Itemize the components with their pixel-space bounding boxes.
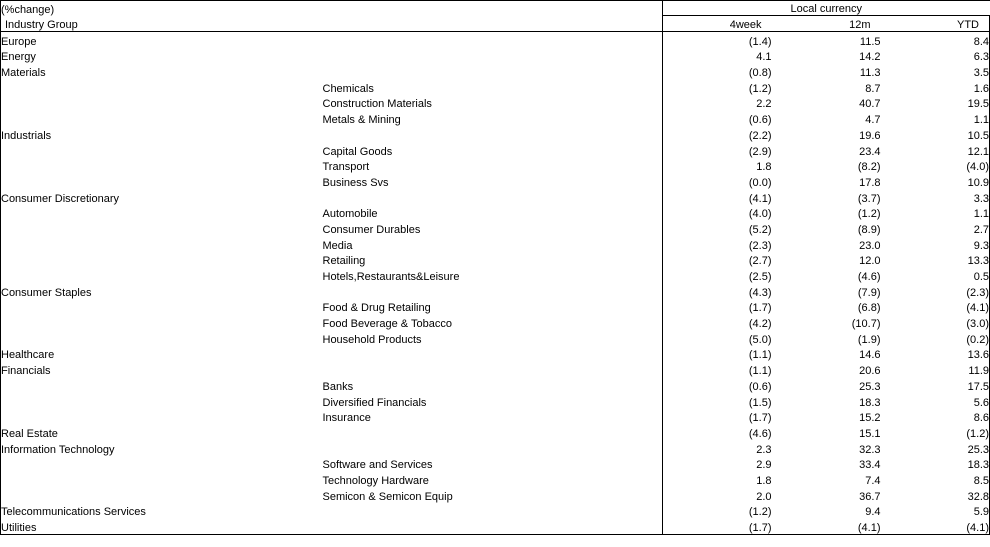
row-subgroup-label — [323, 518, 663, 534]
cell-12m: 4.7 — [865, 114, 881, 127]
table-row — [1, 330, 990, 346]
table-row — [1, 142, 990, 158]
cell-4week: (1.2) — [663, 503, 772, 519]
row-subgroup-label: Automobile — [322, 208, 378, 221]
table-row — [1, 205, 990, 221]
cell-12m: (8.9) — [857, 223, 881, 236]
cell-ytd: 2.7 — [881, 220, 990, 236]
cell-4week: 2.2 — [663, 95, 772, 111]
header-spacer — [323, 1, 663, 16]
industry-group-header: Industry Group — [1, 16, 323, 32]
cell-4week: (5.0) — [663, 330, 772, 346]
cell-12m: 19.6 — [859, 129, 881, 142]
row-group-label — [1, 79, 323, 95]
column-header-ytd: YTD — [881, 16, 990, 32]
cell-ytd: 10.5 — [881, 126, 990, 142]
row-group-label: Utilities — [1, 518, 323, 534]
row-subgroup-label — [323, 126, 663, 142]
cell-ytd: 13.3 — [881, 252, 990, 268]
cell-12m: (6.8) — [857, 302, 881, 315]
cell-ytd: 13.6 — [881, 346, 990, 362]
cell-ytd: (0.2) — [881, 330, 990, 346]
cell-12m: 15.1 — [859, 427, 881, 440]
table-row — [1, 267, 990, 283]
row-subgroup-label: Technology Hardware — [322, 474, 429, 487]
table-row — [1, 440, 990, 456]
cell-4week: (1.2) — [663, 79, 772, 95]
row-subgroup-label: Household Products — [322, 333, 422, 346]
table-row — [1, 95, 990, 111]
table-row — [1, 361, 990, 377]
cell-12m: 18.3 — [859, 396, 881, 409]
cell-12m: 14.2 — [859, 51, 881, 64]
cell-12m: 36.7 — [859, 490, 881, 503]
row-group-label: Consumer Staples — [1, 283, 323, 299]
cell-ytd: (4.1) — [881, 299, 990, 315]
table-row — [1, 126, 990, 142]
cell-ytd: 32.8 — [881, 487, 990, 503]
cell-ytd: 3.5 — [881, 63, 990, 79]
row-group-label — [1, 377, 323, 393]
cell-12m: 40.7 — [859, 98, 881, 111]
cell-12m: 15.2 — [859, 412, 881, 425]
row-group-label — [1, 393, 323, 409]
cell-4week: (2.7) — [663, 252, 772, 268]
cell-4week: (0.6) — [663, 377, 772, 393]
cell-ytd: 17.5 — [881, 377, 990, 393]
cell-12m: 20.6 — [859, 365, 881, 378]
row-subgroup-label: Semicon & Semicon Equip — [322, 490, 453, 503]
cell-4week: (2.9) — [663, 142, 772, 158]
cell-ytd: 0.5 — [881, 267, 990, 283]
cell-ytd: 12.1 — [881, 142, 990, 158]
data-rows-host — [1, 32, 990, 535]
cell-12m: (10.7) — [851, 318, 881, 331]
cell-4week: 1.8 — [663, 158, 772, 174]
cell-4week: (0.6) — [663, 110, 772, 126]
row-subgroup-label: Food & Drug Retailing — [322, 302, 431, 315]
cell-12m: (7.9) — [857, 286, 881, 299]
cell-12m: (8.2) — [857, 161, 881, 174]
cell-4week: (4.6) — [663, 424, 772, 440]
cell-ytd: 10.9 — [881, 173, 990, 189]
cell-4week: 4.1 — [663, 48, 772, 64]
cell-ytd: (4.1) — [881, 518, 990, 534]
cell-12m: 33.4 — [859, 459, 881, 472]
cell-4week: 1.8 — [663, 471, 772, 487]
row-group-label — [1, 314, 323, 330]
cell-ytd: 25.3 — [881, 440, 990, 456]
data-rows-table — [0, 32, 990, 535]
table-row — [1, 471, 990, 487]
row-group-label — [1, 205, 323, 221]
local-currency-header: Local currency — [663, 1, 990, 16]
cell-12m: 25.3 — [859, 380, 881, 393]
row-group-label — [1, 252, 323, 268]
cell-ytd: 9.3 — [881, 236, 990, 252]
row-group-label: Europe — [1, 32, 323, 48]
row-subgroup-label — [323, 283, 663, 299]
row-subgroup-label: Retailing — [322, 255, 366, 268]
table-row — [1, 503, 990, 519]
cell-12m: 14.6 — [859, 349, 881, 362]
row-subgroup-label — [323, 63, 663, 79]
cell-12m: 17.8 — [859, 176, 881, 189]
row-subgroup-label: Banks — [322, 380, 354, 393]
cell-ytd: 1.1 — [881, 110, 990, 126]
row-group-label — [1, 236, 323, 252]
row-subgroup-label: Capital Goods — [322, 145, 393, 158]
row-subgroup-label: Consumer Durables — [322, 223, 421, 236]
cell-12m: 23.4 — [859, 145, 881, 158]
row-group-label: Healthcare — [1, 346, 323, 362]
industry-group-performance-table — [0, 0, 990, 32]
row-group-label: Materials — [1, 63, 323, 79]
cell-12m: (3.7) — [857, 192, 881, 205]
cell-12m: (1.9) — [857, 333, 881, 346]
table-row — [1, 32, 990, 48]
cell-4week: 2.3 — [663, 440, 772, 456]
cell-ytd: 5.9 — [881, 503, 990, 519]
cell-4week: (0.8) — [663, 63, 772, 79]
cell-4week: (2.2) — [663, 126, 772, 142]
cell-12m: (4.1) — [772, 518, 881, 534]
cell-ytd: 8.6 — [881, 409, 990, 425]
row-subgroup-label: Construction Materials — [322, 98, 432, 111]
row-group-label — [1, 220, 323, 236]
cell-ytd: 8.4 — [881, 32, 990, 48]
table-row — [1, 173, 990, 189]
column-header-12m: 12m — [849, 19, 871, 31]
row-subgroup-label: Software and Services — [322, 459, 433, 472]
row-group-label — [1, 487, 323, 503]
row-subgroup-label: Metals & Mining — [322, 114, 401, 127]
header-row-columns — [1, 16, 990, 32]
row-group-label — [1, 409, 323, 425]
cell-4week: 2.0 — [663, 487, 772, 503]
cell-12m: (4.6) — [857, 271, 881, 283]
cell-12m: 12.0 — [859, 255, 881, 268]
cell-ytd: 3.3 — [881, 189, 990, 205]
table-row — [1, 158, 990, 174]
cell-ytd: (4.0) — [881, 158, 990, 174]
row-group-label: Energy — [1, 48, 323, 64]
row-subgroup-label: Media — [322, 239, 353, 252]
cell-ytd: 11.9 — [881, 361, 990, 377]
cell-ytd: (3.0) — [881, 314, 990, 330]
cell-ytd: (1.2) — [881, 424, 990, 440]
table-row — [1, 314, 990, 330]
row-group-label — [1, 267, 323, 283]
row-group-label: Information Technology — [1, 440, 323, 456]
row-subgroup-label — [323, 48, 663, 64]
row-subgroup-label: Hotels,Restaurants&Leisure — [322, 271, 460, 283]
row-group-label — [1, 456, 323, 472]
table-row — [1, 63, 990, 79]
header-row-top — [1, 1, 990, 16]
cell-4week: (4.0) — [663, 205, 772, 221]
cell-ytd: 8.5 — [881, 471, 990, 487]
row-group-label — [1, 330, 323, 346]
pct-change-label: (%change) — [1, 1, 323, 16]
row-subgroup-label: Chemicals — [322, 82, 374, 95]
table-row — [1, 409, 990, 425]
cell-4week: (1.5) — [663, 393, 772, 409]
cell-4week: (2.5) — [663, 267, 772, 283]
row-group-label: Consumer Discretionary — [1, 189, 323, 205]
cell-ytd: 5.6 — [881, 393, 990, 409]
row-subgroup-label — [323, 32, 663, 48]
cell-12m: 32.3 — [859, 443, 881, 456]
table-row — [1, 456, 990, 472]
row-subgroup-label — [323, 424, 663, 440]
table-row — [1, 346, 990, 362]
row-subgroup-label — [323, 503, 663, 519]
row-subgroup-label: Transport — [322, 161, 370, 174]
cell-12m: 8.7 — [865, 82, 881, 95]
cell-4week: (1.4) — [663, 32, 772, 48]
row-group-label: Industrials — [1, 126, 323, 142]
row-subgroup-label — [323, 440, 663, 456]
cell-4week: (2.3) — [663, 236, 772, 252]
table-row — [1, 110, 990, 126]
row-subgroup-label: Insurance — [322, 412, 371, 425]
cell-4week: (1.7) — [663, 409, 772, 425]
row-group-label — [1, 471, 323, 487]
cell-ytd: 19.5 — [881, 95, 990, 111]
cell-ytd: (2.3) — [881, 283, 990, 299]
row-subgroup-label: Food Beverage & Tobacco — [322, 318, 452, 331]
row-group-label — [1, 158, 323, 174]
cell-4week: 2.9 — [663, 456, 772, 472]
cell-4week: (4.3) — [663, 283, 772, 299]
cell-12m: (1.2) — [857, 208, 881, 221]
row-subgroup-label: Business Svs — [322, 176, 389, 189]
cell-12m: 11.3 — [859, 67, 881, 80]
table-row — [1, 487, 990, 503]
cell-12m: 23.0 — [859, 239, 881, 252]
table-row — [1, 518, 990, 534]
table-row — [1, 252, 990, 268]
row-subgroup-label — [323, 361, 663, 377]
cell-4week: (1.1) — [663, 346, 772, 362]
cell-4week: (1.1) — [663, 361, 772, 377]
row-subgroup-label: Diversified Financials — [322, 396, 427, 409]
row-group-label — [1, 110, 323, 126]
cell-4week: (4.2) — [663, 314, 772, 330]
table-row — [1, 299, 990, 315]
row-group-label: Telecommunications Services — [1, 503, 323, 519]
table-body — [1, 1, 990, 32]
column-header-4week: 4week — [663, 16, 772, 32]
header-spacer-2 — [323, 16, 663, 32]
cell-12m: 11.5 — [859, 35, 881, 48]
cell-4week: (1.7) — [663, 518, 772, 534]
cell-ytd: 1.6 — [881, 79, 990, 95]
table-row — [1, 393, 990, 409]
table-row — [1, 48, 990, 64]
row-subgroup-label — [323, 189, 663, 205]
row-group-label: Real Estate — [1, 424, 323, 440]
cell-4week: (1.7) — [663, 299, 772, 315]
cell-4week: (4.1) — [663, 189, 772, 205]
cell-12m: 9.4 — [865, 506, 881, 519]
table-row — [1, 377, 990, 393]
cell-4week: (0.0) — [663, 173, 772, 189]
cell-ytd: 6.3 — [881, 48, 990, 64]
row-group-label — [1, 142, 323, 158]
table-row — [1, 79, 990, 95]
cell-12m: 7.4 — [865, 474, 881, 487]
table-row — [1, 283, 990, 299]
row-subgroup-label — [323, 346, 663, 362]
cell-ytd: 18.3 — [881, 456, 990, 472]
table-row — [1, 424, 990, 440]
table-row — [1, 220, 990, 236]
row-group-label — [1, 173, 323, 189]
row-group-label — [1, 299, 323, 315]
cell-ytd: 1.1 — [881, 205, 990, 221]
table-row — [1, 236, 990, 252]
row-group-label — [1, 95, 323, 111]
row-group-label: Financials — [1, 361, 323, 377]
table-row — [1, 189, 990, 205]
cell-4week: (5.2) — [663, 220, 772, 236]
